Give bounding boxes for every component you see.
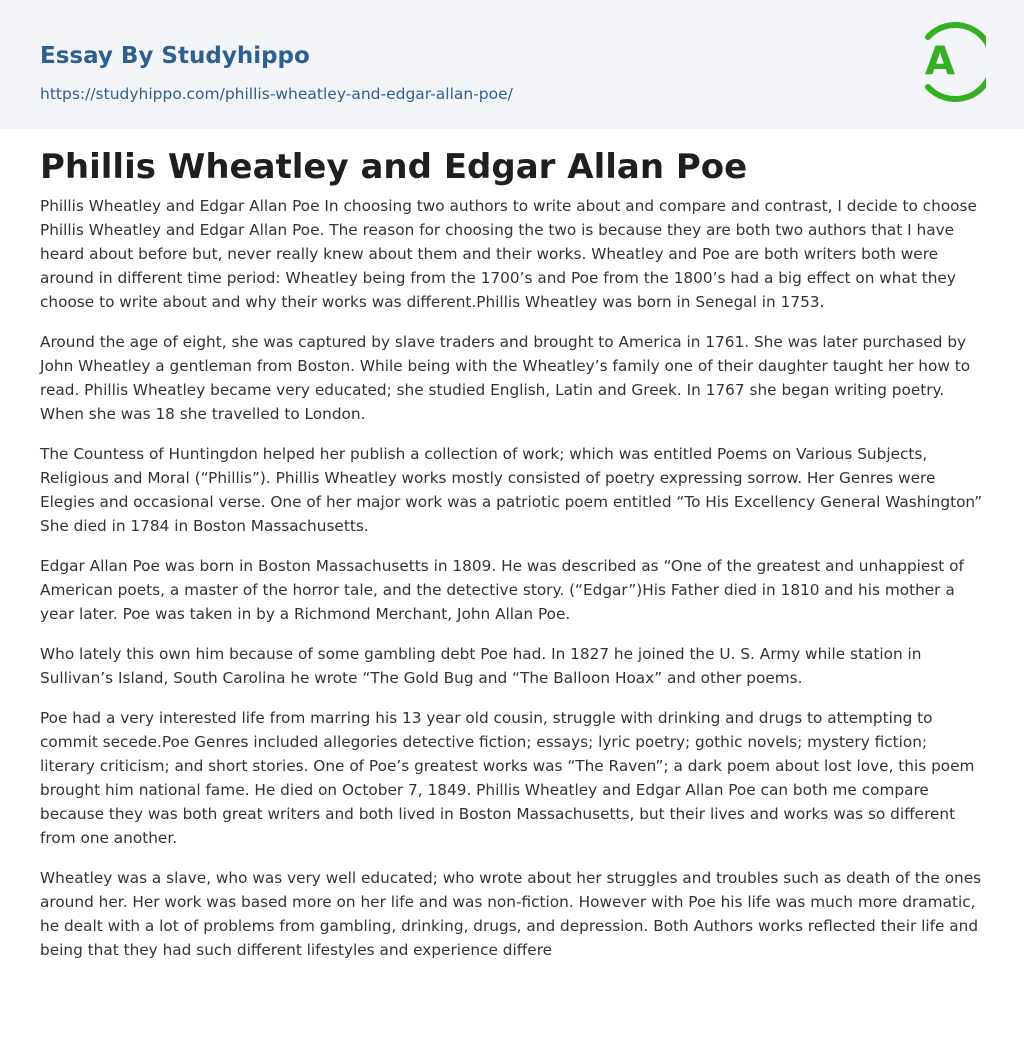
- site-header: [0, 0, 1024, 129]
- essay-body: [40, 194, 984, 978]
- site-title: Essay By Studyhippo: [40, 43, 310, 69]
- essay-paragraph: Poe had a very interested life from marring his 13 year old cousin, struggle with drinking and drugs to attempting to commit secede.Poe Genres included allegories detective fiction; essays; lyric poetry; gothic novels; mystery fiction; literary criticism; and short stories. One of Poe’s greatest works was “The Raven”; a dark poem about lost love, this poem brought him national fame. He died on October 7, 1849. Phillis Wheatley and Edgar Allan Poe can both me compare because they was both great writers and both lived in Boston Massachusetts, but their lives and works was so different from one another.: [40, 709, 975, 847]
- essay-paragraph: Phillis Wheatley and Edgar Allan Poe In choosing two authors to write about and compare and contrast, I decide to choose Phillis Wheatley and Edgar Allan Poe. The reason for choosing the two is because they are both two authors that I have heard about before but, never really knew about them and their works. Wheatley and Poe are both writers both were around in different time period: Wheatley being from the 1700’s and Poe from the 1800’s had a big effect on what they choose to write about and why their works was different.Phillis Wheatley was born in Senegal in 1753.: [40, 197, 977, 311]
- logo-letter: A: [924, 39, 956, 84]
- studyhippo-logo-icon[interactable]: [912, 19, 986, 105]
- essay-paragraph: Wheatley was a slave, who was very well educated; who wrote about her struggles and troubles such as death of the ones around her. Her work was based more on her life and was non-fiction. However with Poe his life was much more dramatic, he dealt with a lot of problems from gambling, drinking, drugs, and depression. Both Authors works reflected their life and being that they had such different lifestyles and experience differe: [40, 869, 982, 959]
- essay-paragraph: Around the age of eight, she was captured by slave traders and brought to America in 1761. She was later purchased by John Wheatley a gentleman from Boston. While being with the Wheatley’s family one of their daughter taught her how to read. Phillis Wheatley became very educated; she studied English, Latin and Greek. In 1767 she began writing poetry. When she was 18 she travelled to London.: [40, 333, 971, 423]
- essay-paragraph: Who lately this own him because of some gambling debt Poe had. In 1827 he joined the U. S. Army while station in Sullivan’s Island, South Carolina he wrote “The Gold Bug and “The Balloon Hoax” and other poems.: [40, 645, 922, 687]
- essay-paragraph: Edgar Allan Poe was born in Boston Massachusetts in 1809. He was described as “One of the greatest and unhappiest of American poets, a master of the horror tale, and the detective story. (“Edgar”)His Father died in 1810 and his mother a year later. Poe was taken in by a Richmond Merchant, John Allan Poe.: [40, 557, 964, 623]
- essay-paragraph: The Countess of Huntingdon helped her publish a collection of work; which was entitled Poems on Various Subjects, Religious and Moral (“Phillis”). Phillis Wheatley works mostly consisted of poetry expressing sorrow. Her Genres were Elegies and occasional verse. One of her major work was a patriotic poem entitled “To His Excellency General Washington” She died in 1784 in Boston Massachusetts.: [40, 445, 983, 535]
- essay-title: Phillis Wheatley and Edgar Allan Poe: [40, 147, 748, 187]
- essay-url-link[interactable]: https://studyhippo.com/phillis-wheatley-and-edgar-allan-poe/: [40, 85, 513, 103]
